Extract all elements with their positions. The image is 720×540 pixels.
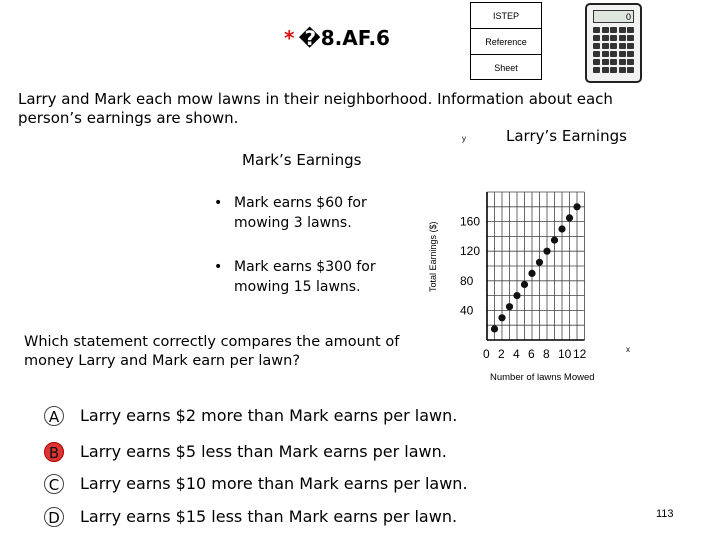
data-point (566, 214, 573, 221)
data-point (536, 259, 543, 266)
problem-intro: Larry and Mark each mow lawns in their neighborhood. Information about each person’s earnings are shown. (18, 90, 613, 127)
choice-text: Larry earns $5 less than Mark earns per lawn. (80, 442, 447, 461)
question-text: Which statement correctly compares the amount of money Larry and Mark earn per lawn? (24, 334, 400, 369)
choice-text: Larry earns $10 more than Mark earns per lawn. (80, 474, 468, 493)
y-tick-label: 80 (460, 273, 474, 288)
x-tick-label: 0 (483, 347, 490, 361)
choice-letter: B (44, 442, 64, 462)
standard-code-text: �8.AF.6 (298, 26, 390, 50)
x-tick-label: 6 (528, 347, 535, 361)
y-tick-label: 160 (460, 214, 481, 229)
bullet-icon: • (214, 195, 223, 211)
choice-text: Larry earns $2 more than Mark earns per lawn. (80, 406, 458, 425)
x-tick-label: 2 (498, 347, 505, 361)
chart-title: Larry’s Earnings (506, 127, 627, 145)
data-point (513, 292, 520, 299)
star-marker: * (284, 26, 295, 50)
y-tick-label: 120 (460, 244, 481, 259)
choice-letter: A (44, 406, 64, 426)
choice-letter: C (44, 474, 64, 494)
y-tick-label: 40 (460, 303, 474, 318)
x-tick-label: 12 (573, 347, 587, 361)
x-tick-label: 4 (513, 347, 520, 361)
reference-sheet-line-2: Reference (471, 29, 541, 55)
choice-text: Larry earns $15 less than Mark earns per lawn. (80, 507, 458, 526)
data-point (498, 314, 505, 321)
data-point (543, 248, 550, 255)
x-tick-label: 8 (543, 347, 550, 361)
data-point (491, 325, 498, 332)
data-point (528, 270, 535, 277)
x-tick-label: 10 (558, 347, 572, 361)
x-axis-letter: x (626, 345, 630, 354)
x-axis-label: Number of lawns Mowed (490, 372, 595, 383)
mark-bullet-text: Mark earns $60 for mowing 3 lawns. (234, 195, 367, 231)
reference-sheet-line-1: ISTEP (471, 3, 541, 29)
bullet-icon: • (214, 259, 223, 275)
data-point (573, 203, 580, 210)
y-axis-letter: y (462, 134, 466, 143)
data-point (558, 225, 565, 232)
choice-letter: D (44, 507, 64, 527)
data-point (551, 237, 558, 244)
reference-sheet-line-3: Sheet (494, 63, 518, 73)
calculator-screen: 0 (593, 10, 634, 23)
data-point (506, 303, 513, 310)
y-axis-label: Total Earnings ($) (428, 221, 438, 292)
page-number: 113 (656, 508, 674, 520)
mark-earnings-title: Mark’s Earnings (242, 151, 362, 169)
data-point (521, 281, 528, 288)
mark-bullet-text: Mark earns $300 for mowing 15 lawns. (234, 259, 376, 295)
